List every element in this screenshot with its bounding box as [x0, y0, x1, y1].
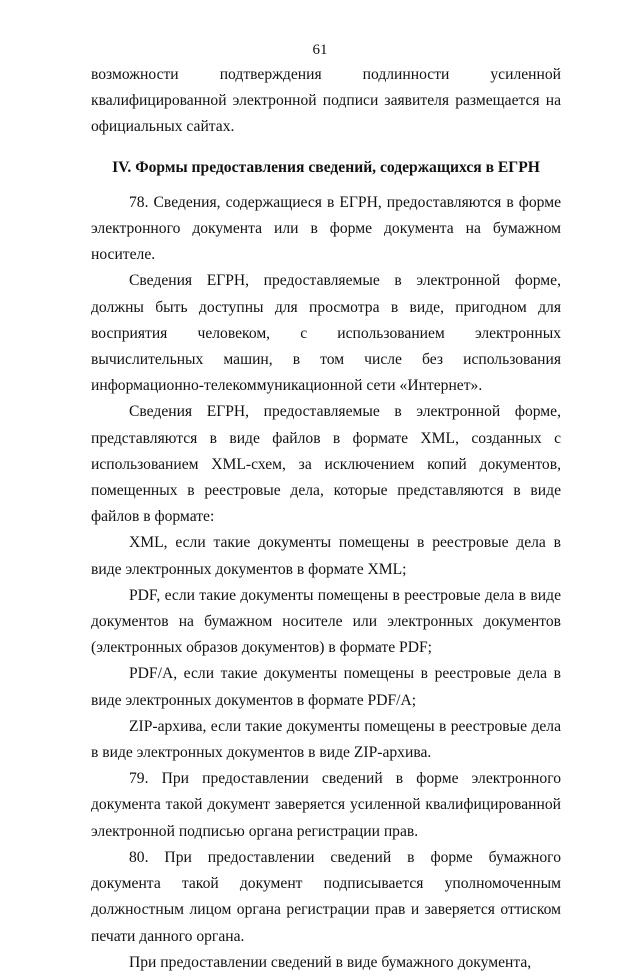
- paragraph-zip: ZIP-архива, если такие документы помещены в реестровые дела в виде электронных документов в виде ZIP-архива.: [91, 717, 561, 762]
- paragraph-78: 78. Сведения, содержащиеся в ЕГРН, предоставляются в форме электронного документа или в форме документа на бумажном носителе.: [91, 193, 561, 264]
- paragraph-xml: XML, если такие документы помещены в реестровые дела в виде электронных документов в формате XML;: [91, 534, 561, 578]
- paragraph-pdf: PDF, если такие документы помещены в реестровые дела в виде документов на бумажном носителе или электронных документов (электронных образов документов) в формате PDF;: [91, 586, 561, 657]
- document-body: [91, 62, 561, 976]
- paragraph-continuation: возможности подтверждения подлинности усиленной квалифицированной электронной подписи заявителя размещается на официальных сайтах.: [91, 66, 561, 136]
- paragraph-pdfa: PDF/A, если такие документы помещены в реестровые дела в виде электронных документов в формате PDF/A;: [91, 665, 561, 709]
- paragraph-egrn-electronic: Сведения ЕГРН, предоставляемые в электронной форме, должны быть доступны для просмотра в виде, пригодном для восприятия человеком, с использованием электронных вычислительных машин, в том числе без использования информационно-телекоммуникационной сети «Интернет».: [91, 272, 561, 395]
- paragraph-79: 79. При предоставлении сведений в форме электронного документа такой документ заверяется усиленной квалифицированной электронной подписью органа регистрации прав.: [91, 770, 561, 840]
- section-heading: IV. Формы предоставления сведений, содержащихся в ЕГРН: [112, 158, 540, 176]
- page-number: 61: [312, 42, 328, 58]
- paragraph-80: 80. При предоставлении сведений в форме бумажного документа такой документ подписывается уполномоченным должностным лицом органа регистрации прав и заверяется оттиском печати данного органа.: [91, 848, 561, 945]
- paragraph-paper-start: При предоставлении сведений в виде бумажного документа,: [129, 953, 532, 971]
- paragraph-egrn-files: Сведения ЕГРН, предоставляемые в электронной форме, представляются в виде файлов в формате XML, созданных с использованием XML-схем, за исключением копий документов, помещенных в реестровые дела, которые представляются в виде файлов в формате:: [91, 403, 561, 526]
